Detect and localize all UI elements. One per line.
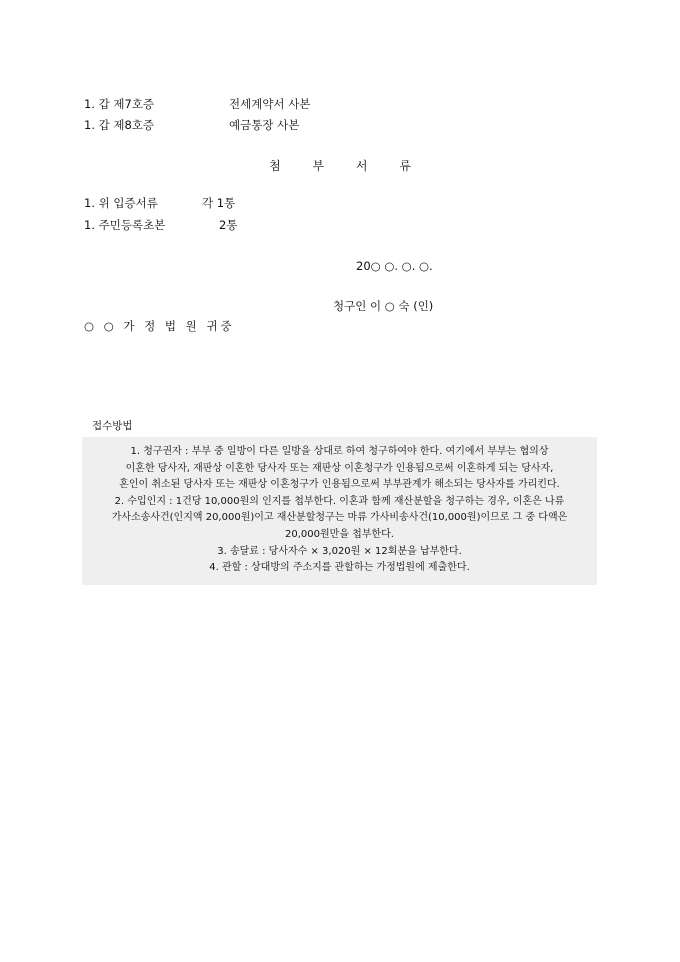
document-date: 20○ ○. ○. ○. [356,259,433,273]
filing-line: 1. 청구권자 : 부부 중 일방이 다른 일방을 상대로 하여 청구하여야 한다. 여기에서 부부는 협의상 [130,446,549,457]
filing-line: 20,000원만을 첩부한다. [285,528,394,540]
claimant-signature: 청구인 이 ○ 숙 (인) [333,299,434,313]
attachment-count: 2통 [219,218,238,232]
filing-method-box [82,437,597,585]
attachment-name: 1. 위 입증서류 [84,196,158,210]
filing-line: 혼인이 취소된 당사자 또는 재판상 이혼청구가 인용됨으로써 부부관계가 해소되는 당사자를 가리킨다. [119,479,560,491]
evidence-number: 1. 갑 제7호증 [84,97,155,111]
court-addressee: ○ ○ 가 정 법 원 귀중 [84,319,235,333]
evidence-description: 전세계약서 사본 [229,97,311,111]
attachment-count: 각 1통 [202,196,236,210]
evidence-number: 1. 갑 제8호증 [84,118,155,132]
filing-line: 이혼한 당사자, 재판상 이혼한 당사자 또는 재판상 이혼청구가 인용됨으로써 이혼하게 되는 당사자, [125,462,554,474]
filing-line: 3. 송달료 : 당사자수 × 3,020원 × 12회분을 납부한다. [217,545,462,557]
evidence-description: 예금통장 사본 [229,118,300,132]
filing-line: 4. 관할 : 상대방의 주소지를 관할하는 가정법원에 제출한다. [209,562,470,574]
filing-method-label: 접수방법 [92,420,133,432]
attachments-title: 첨 부 서 류 [269,159,425,173]
filing-line: 가사소송사건(인지액 20,000원)이고 재산분할청구는 마류 가사비송사건(10,000원)이므로 그 중 다액은 [111,512,568,524]
filing-line: 2. 수입인지 : 1건당 10,000원의 인지를 첩부한다. 이혼과 함께 재산분할을 청구하는 경우, 이혼은 나류 [114,495,565,507]
attachment-name: 1. 주민등록초본 [84,218,166,232]
